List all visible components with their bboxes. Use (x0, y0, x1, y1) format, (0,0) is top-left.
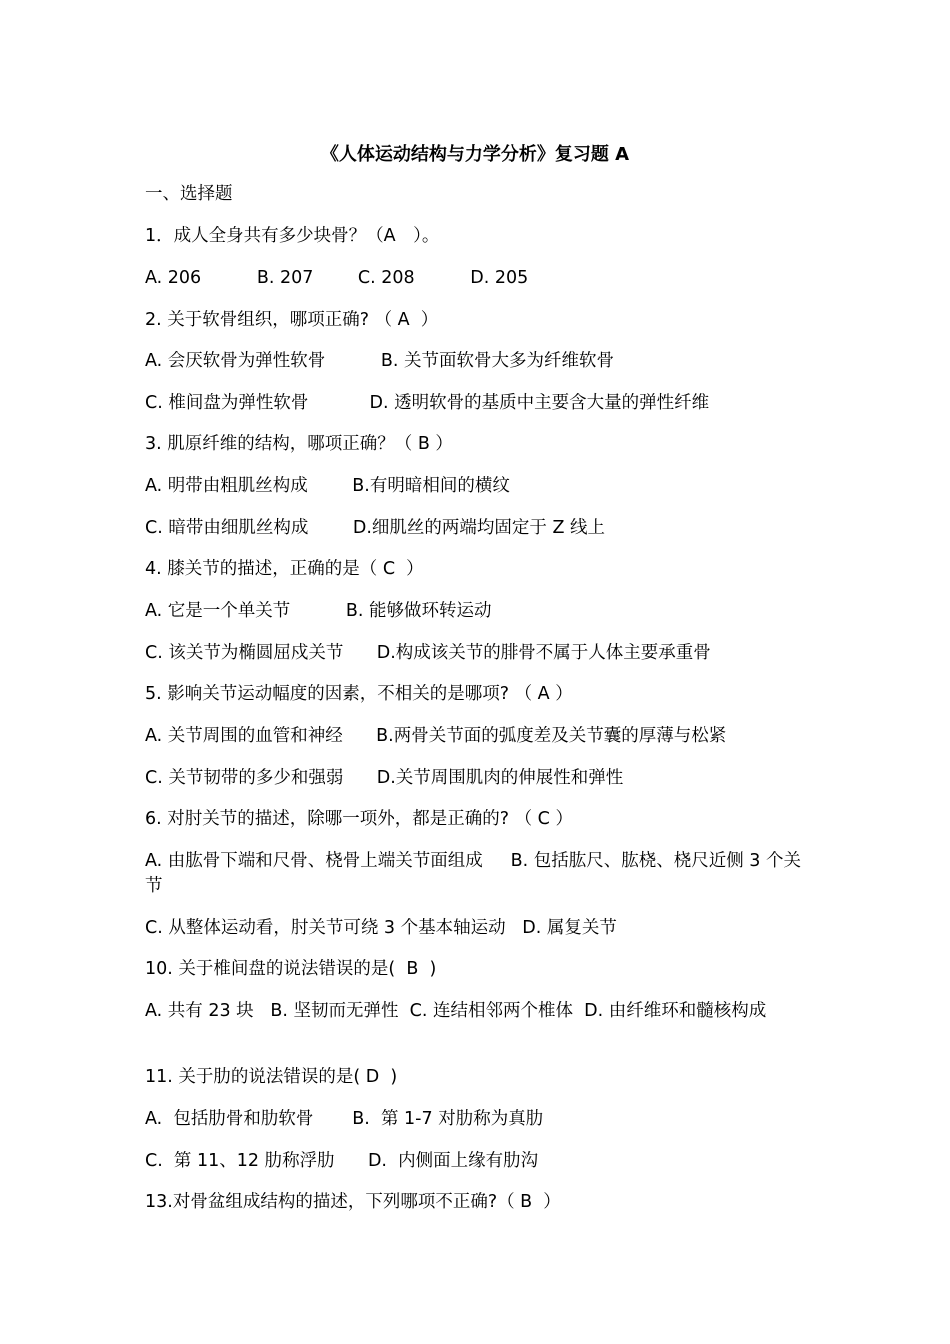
question-1: 1．成人全身共有多少块骨？（A ）。 (145, 226, 440, 246)
question-10: 10. 关于椎间盘的说法错误的是( B ) (145, 959, 437, 979)
question-11-options-cd: C. 第 11、12 肋称浮肋 D. 内侧面上缘有肋沟 (145, 1151, 539, 1171)
question-4-options-ab: A. 它是一个单关节 B. 能够做环转运动 (145, 601, 492, 621)
question-11: 11. 关于肋的说法错误的是( D ) (145, 1067, 398, 1087)
question-6-options-ab: A. 由肱骨下端和尺骨、桡骨上端关节面组成 B. 包括肱尺、肱桡、桡尺近侧 3 个关节 (145, 851, 801, 896)
document-title: 《人体运动结构与力学分析》复习题 A (320, 144, 630, 165)
section-heading: 一、选择题 (145, 184, 233, 204)
question-4: 4. 膝关节的描述，正确的是（ C ） (145, 559, 424, 579)
question-6-options-cd: C. 从整体运动看，肘关节可绕 3 个基本轴运动 D. 属复关节 (145, 918, 617, 938)
question-5: 5. 影响关节运动幅度的因素，不相关的是哪项? （ A ） (145, 684, 573, 704)
question-13: 13.对骨盆组成结构的描述，下列哪项不正确?（ B ） (145, 1192, 561, 1212)
question-2: 2. 关于软骨组织，哪项正确? （ A ） (145, 310, 439, 330)
question-4-options-cd: C. 该关节为椭圆屈戍关节 D.构成该关节的腓骨不属于人体主要承重骨 (145, 643, 711, 663)
question-3-options-ab: A. 明带由粗肌丝构成 B.有明暗相间的横纹 (145, 476, 510, 496)
question-2-options-ab: A. 会厌软骨为弹性软骨 B. 关节面软骨大多为纤维软骨 (145, 351, 615, 371)
question-6: 6. 对肘关节的描述，除哪一项外，都是正确的? （ C ） (145, 809, 573, 829)
question-11-options-ab: A. 包括肋骨和肋软骨 B. 第 1-7 对肋称为真肋 (145, 1109, 544, 1129)
question-10-options: A. 共有 23 块 B. 坚韧而无弹性 C. 连结相邻两个椎体 D. 由纤维环和髓核构成 (145, 1001, 767, 1021)
question-2-options-cd: C. 椎间盘为弹性软骨 D. 透明软骨的基质中主要含大量的弹性纤维 (145, 393, 710, 413)
question-1-options: A. 206 B. 207 C. 208 D. 205 (145, 268, 529, 288)
question-3-options-cd: C. 暗带由细肌丝构成 D.细肌丝的两端均固定于 Z 线上 (145, 518, 605, 538)
question-3: 3. 肌原纤维的结构，哪项正确？（ B ） (145, 434, 453, 454)
question-5-options-cd: C. 关节韧带的多少和强弱 D.关节周围肌肉的伸展性和弹性 (145, 768, 624, 788)
question-5-options-ab: A. 关节周围的血管和神经 B.两骨关节面的弧度差及关节囊的厚薄与松紧 (145, 726, 727, 746)
